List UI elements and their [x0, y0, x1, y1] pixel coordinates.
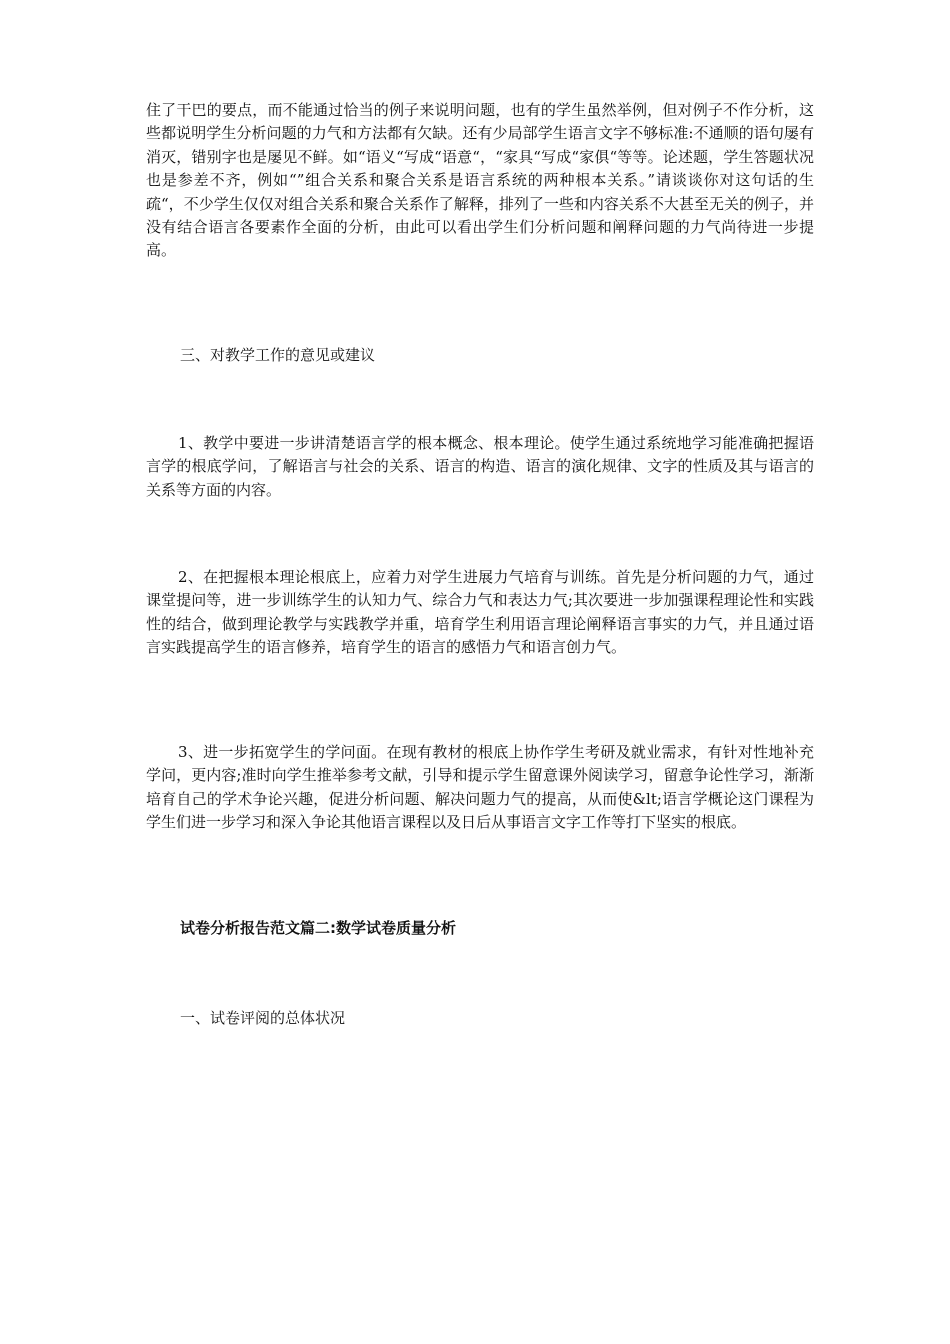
paragraph-continued: 住了干巴的要点，而不能通过恰当的例子来说明问题，也有的学生虽然举例，但对例子不作分析，这些都说明学生分析问题的力气和方法都有欠缺。还有少局部学生语言文字不够标准:不通顺的语句屡有消灭，错别字也是屡见不鲜。如“语义“写成“语意“，“家具“写成“家俱“等等。论述题，学生答题状况也是参差不齐，例如“”组合关系和聚合关系是语言系统的两种根本关系。”请谈谈你对这句话的生疏“，不少学生仅仅对组合关系和聚合关系作了解释，排列了一些和内容关系不大甚至无关的例子，并没有结合语言各要素作全面的分析，由此可以看出学生们分析问题和阐释问题的力气尚待进一步提高。: [146, 101, 814, 260]
article-two-title: 试卷分析报告范文篇二:数学试卷质量分析: [180, 919, 457, 937]
suggestion-3-paragraph: 3、进一步拓宽学生的学问面。在现有教材的根底上协作学生考研及就业需求，有针对性地补充学问，更内容;准时向学生推举参考文献，引导和提示学生留意课外阅读学习，留意争论性学习，渐渐培育自己的学术争论兴趣，促进分析问题、解决问题力气的提高，从而使&lt;语言学概论这门课程为学生们进一步学习和深入争论其他语言课程以及日后从事语言文字工作等打下坚实的根底。: [146, 743, 814, 832]
suggestion-2-paragraph: 2、在把握根本理论根底上，应着力对学生进展力气培育与训练。首先是分析问题的力气，通过课堂提问等，进一步训练学生的认知力气、综合力气和表达力气;其次要进一步加强课程理论性和实践性的结合，做到理论教学与实践教学并重，培育学生利用语言理论阐释语言事实的力气，并且通过语言实践提高学生的语言修养，培育学生的语言的感悟力气和语言创力气。: [146, 568, 814, 657]
section-three-heading: 三、对教学工作的意见或建议: [180, 346, 376, 364]
suggestion-1-paragraph: 1、教学中要进一步讲清楚语言学的根本概念、根本理论。使学生通过系统地学习能准确把握语言学的根底学问，了解语言与社会的关系、语言的构造、语言的演化规律、文字的性质及其与语言的关系等方面的内容。: [146, 434, 814, 499]
section-one-heading: 一、试卷评阅的总体状况: [180, 1009, 346, 1027]
